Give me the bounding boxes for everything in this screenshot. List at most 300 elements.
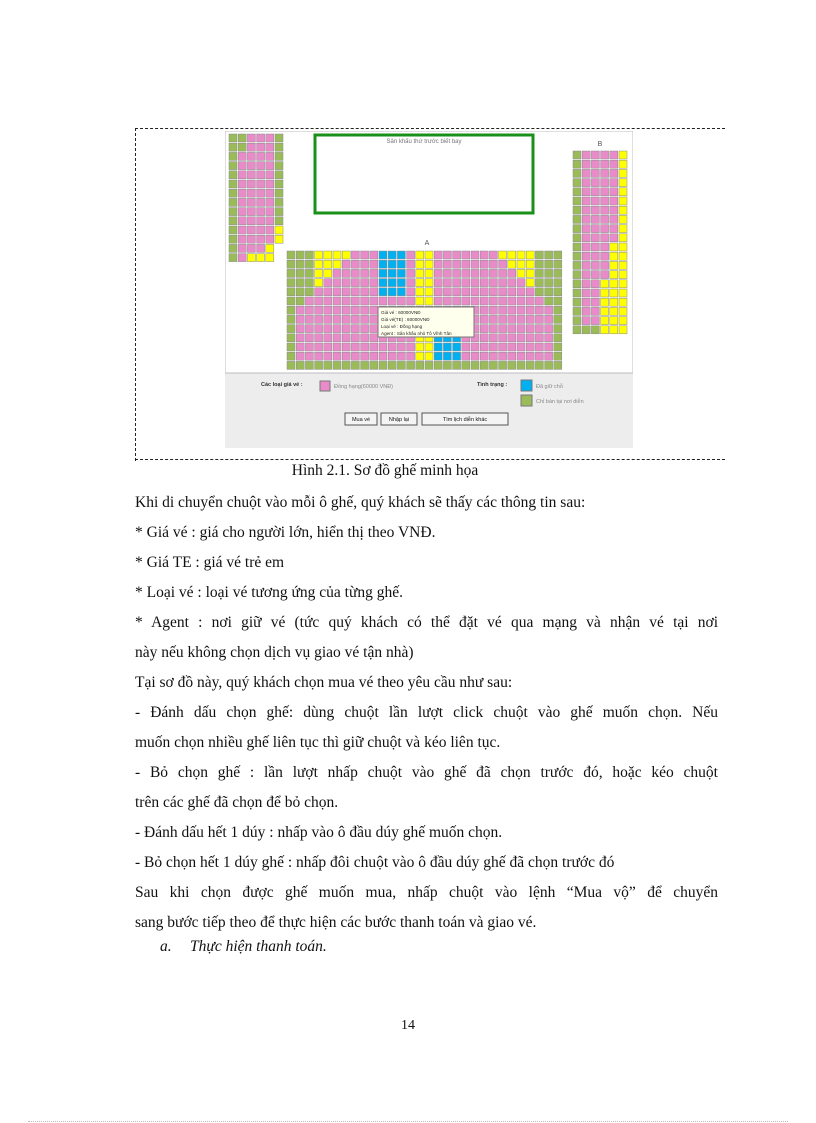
seat[interactable] — [582, 252, 590, 260]
seat[interactable] — [305, 260, 313, 268]
seat[interactable] — [296, 361, 304, 369]
seat[interactable] — [508, 251, 516, 259]
seat[interactable] — [342, 352, 350, 360]
seat[interactable] — [287, 297, 295, 305]
seat[interactable] — [247, 143, 255, 151]
seat[interactable] — [601, 280, 609, 288]
seat[interactable] — [526, 325, 534, 333]
seat[interactable] — [610, 169, 618, 177]
seat[interactable] — [361, 279, 369, 287]
seat[interactable] — [266, 254, 274, 262]
seat[interactable] — [379, 260, 387, 268]
seat[interactable] — [591, 298, 599, 306]
seat[interactable] — [388, 269, 396, 277]
seat[interactable] — [535, 288, 543, 296]
seat[interactable] — [443, 279, 451, 287]
seat[interactable] — [416, 251, 424, 259]
seat[interactable] — [397, 361, 405, 369]
seat[interactable] — [296, 315, 304, 323]
seat[interactable] — [425, 352, 433, 360]
seat[interactable] — [508, 325, 516, 333]
seat[interactable] — [434, 251, 442, 259]
seat[interactable] — [296, 334, 304, 342]
seat[interactable] — [425, 269, 433, 277]
seat[interactable] — [499, 352, 507, 360]
seat[interactable] — [434, 352, 442, 360]
seat[interactable] — [545, 269, 553, 277]
seat[interactable] — [238, 254, 246, 262]
seat[interactable] — [535, 260, 543, 268]
seat[interactable] — [573, 197, 581, 205]
seat[interactable] — [416, 288, 424, 296]
seat[interactable] — [573, 225, 581, 233]
seat[interactable] — [573, 151, 581, 159]
seat[interactable] — [296, 325, 304, 333]
seat[interactable] — [342, 260, 350, 268]
seat[interactable] — [619, 289, 627, 297]
seat[interactable] — [434, 288, 442, 296]
seat[interactable] — [361, 297, 369, 305]
seat[interactable] — [582, 179, 590, 187]
seat[interactable] — [324, 288, 332, 296]
seat[interactable] — [619, 169, 627, 177]
seat[interactable] — [266, 208, 274, 216]
seat[interactable] — [287, 334, 295, 342]
seat[interactable] — [342, 343, 350, 351]
seat[interactable] — [247, 171, 255, 179]
seat[interactable] — [601, 215, 609, 223]
seat[interactable] — [379, 251, 387, 259]
seat[interactable] — [397, 288, 405, 296]
seat[interactable] — [333, 352, 341, 360]
seat[interactable] — [388, 343, 396, 351]
seat[interactable] — [370, 334, 378, 342]
seat[interactable] — [275, 208, 283, 216]
seat[interactable] — [266, 162, 274, 170]
seat[interactable] — [275, 235, 283, 243]
seat[interactable] — [591, 151, 599, 159]
seat[interactable] — [582, 326, 590, 334]
seat[interactable] — [238, 180, 246, 188]
seat[interactable] — [508, 297, 516, 305]
seat[interactable] — [324, 325, 332, 333]
seat[interactable] — [480, 251, 488, 259]
seat[interactable] — [591, 271, 599, 279]
seat[interactable] — [499, 279, 507, 287]
seat[interactable] — [462, 251, 470, 259]
seat[interactable] — [499, 325, 507, 333]
seat[interactable] — [545, 325, 553, 333]
seat[interactable] — [453, 251, 461, 259]
seat[interactable] — [453, 343, 461, 351]
seat[interactable] — [526, 315, 534, 323]
seat[interactable] — [425, 361, 433, 369]
seat[interactable] — [305, 315, 313, 323]
seat[interactable] — [526, 334, 534, 342]
seat[interactable] — [416, 343, 424, 351]
seat[interactable] — [573, 234, 581, 242]
seat[interactable] — [275, 180, 283, 188]
seat[interactable] — [434, 279, 442, 287]
seat[interactable] — [275, 171, 283, 179]
seat[interactable] — [573, 289, 581, 297]
seat[interactable] — [257, 152, 265, 160]
seat[interactable] — [425, 297, 433, 305]
seat[interactable] — [591, 215, 599, 223]
seat[interactable] — [619, 197, 627, 205]
seat[interactable] — [229, 217, 237, 225]
seat[interactable] — [407, 297, 415, 305]
seat[interactable] — [247, 134, 255, 142]
seat[interactable] — [333, 306, 341, 314]
seat[interactable] — [591, 169, 599, 177]
seat[interactable] — [573, 317, 581, 325]
seat[interactable] — [610, 298, 618, 306]
seat[interactable] — [388, 260, 396, 268]
seat[interactable] — [305, 306, 313, 314]
seat[interactable] — [591, 326, 599, 334]
seat[interactable] — [315, 279, 323, 287]
seat[interactable] — [489, 334, 497, 342]
seat[interactable] — [361, 325, 369, 333]
seat[interactable] — [287, 343, 295, 351]
seat[interactable] — [535, 306, 543, 314]
seat[interactable] — [619, 307, 627, 315]
seat[interactable] — [582, 280, 590, 288]
seat[interactable] — [535, 297, 543, 305]
seat[interactable] — [370, 251, 378, 259]
seat[interactable] — [462, 343, 470, 351]
seat[interactable] — [296, 269, 304, 277]
seat[interactable] — [619, 271, 627, 279]
seat[interactable] — [499, 269, 507, 277]
seat[interactable] — [610, 225, 618, 233]
seat[interactable] — [247, 198, 255, 206]
seat[interactable] — [610, 188, 618, 196]
seat[interactable] — [462, 260, 470, 268]
seat[interactable] — [266, 171, 274, 179]
seat[interactable] — [610, 234, 618, 242]
seat[interactable] — [351, 306, 359, 314]
seat[interactable] — [305, 288, 313, 296]
reset-button[interactable] — [381, 413, 417, 425]
seat[interactable] — [462, 361, 470, 369]
seat[interactable] — [370, 306, 378, 314]
seat[interactable] — [287, 269, 295, 277]
seat[interactable] — [229, 134, 237, 142]
seat[interactable] — [434, 361, 442, 369]
seat[interactable] — [591, 188, 599, 196]
seat[interactable] — [554, 288, 562, 296]
seat[interactable] — [526, 279, 534, 287]
seat[interactable] — [489, 325, 497, 333]
seat[interactable] — [407, 288, 415, 296]
seat[interactable] — [554, 325, 562, 333]
seat[interactable] — [296, 288, 304, 296]
seat[interactable] — [573, 169, 581, 177]
seat[interactable] — [257, 189, 265, 197]
search-schedule-button[interactable] — [422, 413, 508, 425]
seat[interactable] — [526, 306, 534, 314]
seat[interactable] — [489, 361, 497, 369]
seat[interactable] — [229, 152, 237, 160]
seat[interactable] — [545, 334, 553, 342]
seat[interactable] — [610, 160, 618, 168]
seat[interactable] — [361, 288, 369, 296]
seat[interactable] — [315, 361, 323, 369]
seat[interactable] — [499, 361, 507, 369]
seat[interactable] — [324, 352, 332, 360]
seat[interactable] — [582, 271, 590, 279]
seat[interactable] — [601, 197, 609, 205]
seat[interactable] — [351, 334, 359, 342]
seat[interactable] — [619, 160, 627, 168]
seat[interactable] — [582, 289, 590, 297]
seat[interactable] — [296, 260, 304, 268]
seat[interactable] — [517, 288, 525, 296]
seat[interactable] — [601, 225, 609, 233]
seat[interactable] — [591, 179, 599, 187]
seat[interactable] — [305, 325, 313, 333]
seat[interactable] — [462, 352, 470, 360]
seat[interactable] — [361, 251, 369, 259]
seat[interactable] — [619, 326, 627, 334]
seat[interactable] — [247, 162, 255, 170]
seat[interactable] — [434, 297, 442, 305]
seat[interactable] — [610, 326, 618, 334]
seat[interactable] — [582, 261, 590, 269]
seat[interactable] — [591, 252, 599, 260]
seat[interactable] — [601, 298, 609, 306]
seat[interactable] — [601, 289, 609, 297]
seat[interactable] — [379, 343, 387, 351]
seat[interactable] — [453, 269, 461, 277]
seat[interactable] — [554, 343, 562, 351]
seat[interactable] — [342, 306, 350, 314]
seat[interactable] — [508, 361, 516, 369]
seat[interactable] — [351, 315, 359, 323]
seat[interactable] — [324, 343, 332, 351]
seat[interactable] — [305, 269, 313, 277]
seat[interactable] — [471, 288, 479, 296]
seat[interactable] — [370, 352, 378, 360]
seat[interactable] — [287, 279, 295, 287]
seat[interactable] — [480, 279, 488, 287]
seat[interactable] — [315, 269, 323, 277]
seat[interactable] — [601, 326, 609, 334]
seat[interactable] — [315, 297, 323, 305]
seat[interactable] — [333, 325, 341, 333]
seat[interactable] — [508, 279, 516, 287]
seat[interactable] — [287, 306, 295, 314]
seat[interactable] — [517, 325, 525, 333]
seat[interactable] — [238, 235, 246, 243]
seat[interactable] — [471, 361, 479, 369]
seat[interactable] — [489, 315, 497, 323]
seat[interactable] — [305, 334, 313, 342]
seat[interactable] — [370, 260, 378, 268]
seat[interactable] — [351, 288, 359, 296]
seat[interactable] — [582, 215, 590, 223]
seat[interactable] — [554, 352, 562, 360]
seat[interactable] — [379, 297, 387, 305]
seat[interactable] — [601, 206, 609, 214]
seat[interactable] — [397, 352, 405, 360]
seat[interactable] — [305, 251, 313, 259]
seat[interactable] — [296, 306, 304, 314]
seat[interactable] — [573, 215, 581, 223]
seat[interactable] — [601, 234, 609, 242]
seat[interactable] — [619, 298, 627, 306]
seat[interactable] — [508, 269, 516, 277]
seat[interactable] — [238, 198, 246, 206]
seat[interactable] — [610, 280, 618, 288]
seat[interactable] — [610, 197, 618, 205]
seat[interactable] — [238, 152, 246, 160]
seat[interactable] — [517, 297, 525, 305]
seat[interactable] — [287, 352, 295, 360]
seat[interactable] — [591, 307, 599, 315]
seat[interactable] — [601, 151, 609, 159]
seat[interactable] — [229, 235, 237, 243]
seat[interactable] — [462, 297, 470, 305]
seat[interactable] — [619, 206, 627, 214]
seat[interactable] — [573, 252, 581, 260]
seat[interactable] — [508, 315, 516, 323]
seat[interactable] — [471, 343, 479, 351]
seat[interactable] — [370, 325, 378, 333]
seat[interactable] — [238, 208, 246, 216]
seat[interactable] — [443, 251, 451, 259]
seat[interactable] — [238, 162, 246, 170]
seat[interactable] — [619, 151, 627, 159]
seat[interactable] — [370, 269, 378, 277]
seat[interactable] — [462, 279, 470, 287]
seat[interactable] — [275, 198, 283, 206]
seat[interactable] — [619, 317, 627, 325]
seat[interactable] — [601, 261, 609, 269]
seat[interactable] — [480, 352, 488, 360]
seat[interactable] — [545, 279, 553, 287]
seat[interactable] — [333, 269, 341, 277]
seat[interactable] — [462, 269, 470, 277]
seat[interactable] — [453, 352, 461, 360]
seat[interactable] — [610, 151, 618, 159]
seat[interactable] — [480, 260, 488, 268]
seat[interactable] — [517, 251, 525, 259]
seat[interactable] — [517, 315, 525, 323]
seat[interactable] — [257, 198, 265, 206]
seat[interactable] — [275, 189, 283, 197]
seat[interactable] — [508, 288, 516, 296]
seat[interactable] — [434, 269, 442, 277]
seat[interactable] — [229, 180, 237, 188]
seat[interactable] — [619, 261, 627, 269]
seat[interactable] — [229, 162, 237, 170]
seat[interactable] — [257, 254, 265, 262]
seat[interactable] — [480, 315, 488, 323]
seat[interactable] — [324, 297, 332, 305]
seat[interactable] — [370, 315, 378, 323]
seat[interactable] — [296, 251, 304, 259]
seat[interactable] — [275, 162, 283, 170]
seat[interactable] — [554, 269, 562, 277]
seat[interactable] — [554, 251, 562, 259]
seat[interactable] — [333, 315, 341, 323]
seat[interactable] — [499, 288, 507, 296]
seat[interactable] — [610, 206, 618, 214]
seat[interactable] — [229, 254, 237, 262]
seat[interactable] — [443, 352, 451, 360]
seat[interactable] — [305, 297, 313, 305]
seat[interactable] — [489, 343, 497, 351]
seat[interactable] — [229, 244, 237, 252]
seat[interactable] — [416, 260, 424, 268]
seat[interactable] — [351, 251, 359, 259]
seat[interactable] — [480, 343, 488, 351]
seat[interactable] — [535, 251, 543, 259]
seat[interactable] — [397, 343, 405, 351]
seat[interactable] — [407, 251, 415, 259]
buy-button[interactable] — [345, 413, 377, 425]
seat[interactable] — [361, 361, 369, 369]
seat[interactable] — [342, 288, 350, 296]
seat[interactable] — [407, 361, 415, 369]
seat[interactable] — [545, 361, 553, 369]
seat[interactable] — [425, 251, 433, 259]
seat[interactable] — [287, 251, 295, 259]
seat[interactable] — [333, 279, 341, 287]
seat[interactable] — [257, 134, 265, 142]
seat[interactable] — [229, 189, 237, 197]
seat[interactable] — [545, 352, 553, 360]
seat[interactable] — [489, 297, 497, 305]
seat[interactable] — [342, 315, 350, 323]
seat[interactable] — [379, 361, 387, 369]
seat[interactable] — [333, 297, 341, 305]
seat[interactable] — [582, 151, 590, 159]
seat[interactable] — [266, 134, 274, 142]
seat[interactable] — [407, 279, 415, 287]
seat[interactable] — [489, 352, 497, 360]
seat[interactable] — [545, 343, 553, 351]
seat[interactable] — [379, 279, 387, 287]
seat[interactable] — [275, 134, 283, 142]
seat[interactable] — [229, 143, 237, 151]
seat[interactable] — [591, 243, 599, 251]
seat[interactable] — [554, 260, 562, 268]
seat[interactable] — [480, 288, 488, 296]
seat[interactable] — [610, 215, 618, 223]
seat[interactable] — [554, 334, 562, 342]
seat[interactable] — [361, 343, 369, 351]
seat[interactable] — [315, 288, 323, 296]
seat[interactable] — [601, 188, 609, 196]
seat[interactable] — [453, 288, 461, 296]
seat[interactable] — [619, 188, 627, 196]
seat[interactable] — [480, 334, 488, 342]
seat[interactable] — [610, 243, 618, 251]
seat[interactable] — [388, 361, 396, 369]
seat[interactable] — [499, 315, 507, 323]
seat[interactable] — [247, 180, 255, 188]
seat[interactable] — [471, 251, 479, 259]
seat[interactable] — [545, 297, 553, 305]
seat[interactable] — [443, 297, 451, 305]
seat[interactable] — [342, 297, 350, 305]
seat[interactable] — [351, 343, 359, 351]
seat[interactable] — [361, 260, 369, 268]
